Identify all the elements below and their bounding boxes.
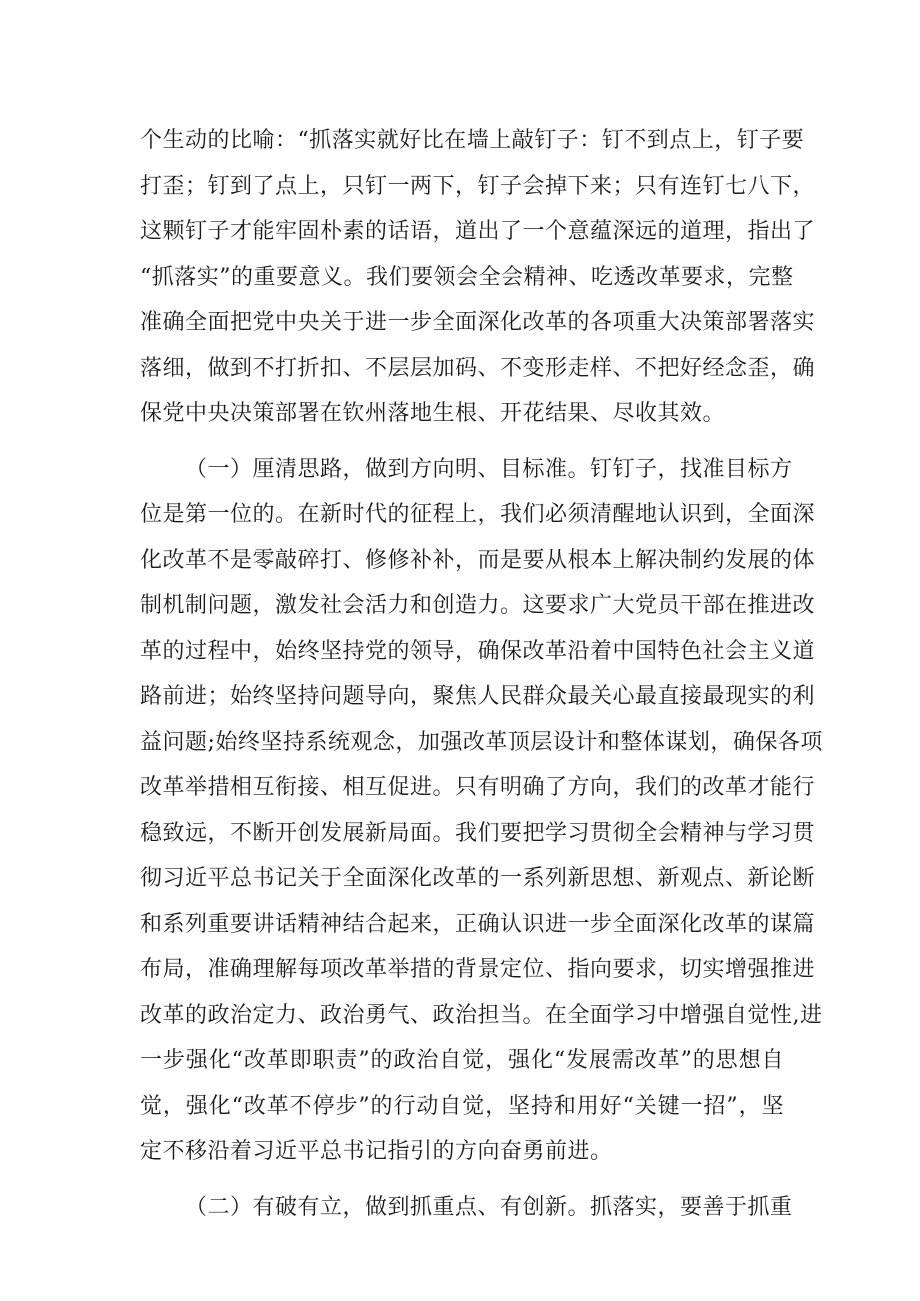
paragraph-1 bbox=[140, 118, 816, 437]
section-heading-line: （一）厘清思路，做到方向明、目标准。钉钉子，找准目标方 bbox=[185, 456, 793, 482]
text-line: 改革举措相互衔接、相互促进。只有明确了方向，我们的改革才能行 bbox=[140, 775, 816, 800]
text-line: 位是第一位的。在新时代的征程上，我们必须清醒地认识到，全面深 bbox=[140, 502, 816, 527]
text-line: 路前进；始终坚持问题导向，聚焦人民群众最关心最直接最现实的利 bbox=[140, 684, 816, 709]
text-line: 稳致远，不断开创发展新局面。我们要把学习贯彻全会精神与学习贯 bbox=[140, 820, 816, 846]
text-line: “抓落实”的重要意义。我们要领会全会精神、吃透改革要求，完整 bbox=[140, 264, 794, 290]
text-line: 和系列重要讲话精神结合起来，正确认识进一步全面深化改革的谋篇 bbox=[140, 911, 816, 937]
text-line: 彻习近平总书记关于全面深化改革的一系列新思想、新观点、新论断 bbox=[140, 866, 816, 891]
paragraph-gap bbox=[140, 1175, 784, 1185]
text-line: 保党中央决策部署在钦州落地生根、开花结果、尽收其效。 bbox=[140, 401, 726, 426]
text-line: 觉，强化“改革不停步”的行动自觉，坚持和用好“关键一招”，坚 bbox=[140, 1093, 784, 1119]
text-line: 改革的政治定力、政治勇气、政治担当。在全面学习中增强自觉性,进 bbox=[140, 1002, 823, 1028]
text-line: 打歪；钉到了点上，只钉一两下，钉子会掉下来；只有连钉七八下， bbox=[140, 173, 816, 199]
text-line: 益问题;始终坚持系统观念，加强改革顶层设计和整体谋划，确保各项 bbox=[140, 729, 823, 755]
text-line: 化改革不是零敲碎打、修修补补，而是要从根本上解决制约发展的体 bbox=[140, 547, 816, 573]
document-body bbox=[140, 118, 823, 1230]
text-line: 制机制问题，激发社会活力和创造力。这要求广大党员干部在推进改 bbox=[140, 593, 816, 618]
paragraph-2 bbox=[140, 447, 823, 1175]
text-line: 定不移沿着习近平总书记指引的方向奋勇前进。 bbox=[140, 1139, 613, 1164]
paragraph-gap bbox=[140, 437, 784, 447]
text-line: 革的过程中，始终坚持党的领导，确保改革沿着中国特色社会主义道 bbox=[140, 638, 816, 664]
text-line: 布局，准确理解每项改革举措的背景定位、指向要求，切实增强推进 bbox=[140, 957, 816, 982]
text-line: 这颗钉子才能牢固朴素的话语，道出了一个意蕴深远的道理，指出了 bbox=[140, 219, 816, 244]
text-line: 个生动的比喻：“抓落实就好比在墙上敲钉子：钉不到点上，钉子要 bbox=[140, 128, 805, 153]
text-line: 落细，做到不打折扣、不层层加码、不变形走样、不把好经念歪，确 bbox=[140, 355, 816, 381]
text-line: 准确全面把党中央关于进一步全面深化改革的各项重大决策部署落实 bbox=[140, 310, 816, 335]
section-heading-line: （二）有破有立，做到抓重点、有创新。抓落实，要善于抓重 bbox=[185, 1194, 793, 1220]
paragraph-3 bbox=[140, 1185, 793, 1231]
text-line: 一步强化“改革即职责”的政治自觉，强化“发展需改革”的思想自 bbox=[140, 1048, 784, 1073]
